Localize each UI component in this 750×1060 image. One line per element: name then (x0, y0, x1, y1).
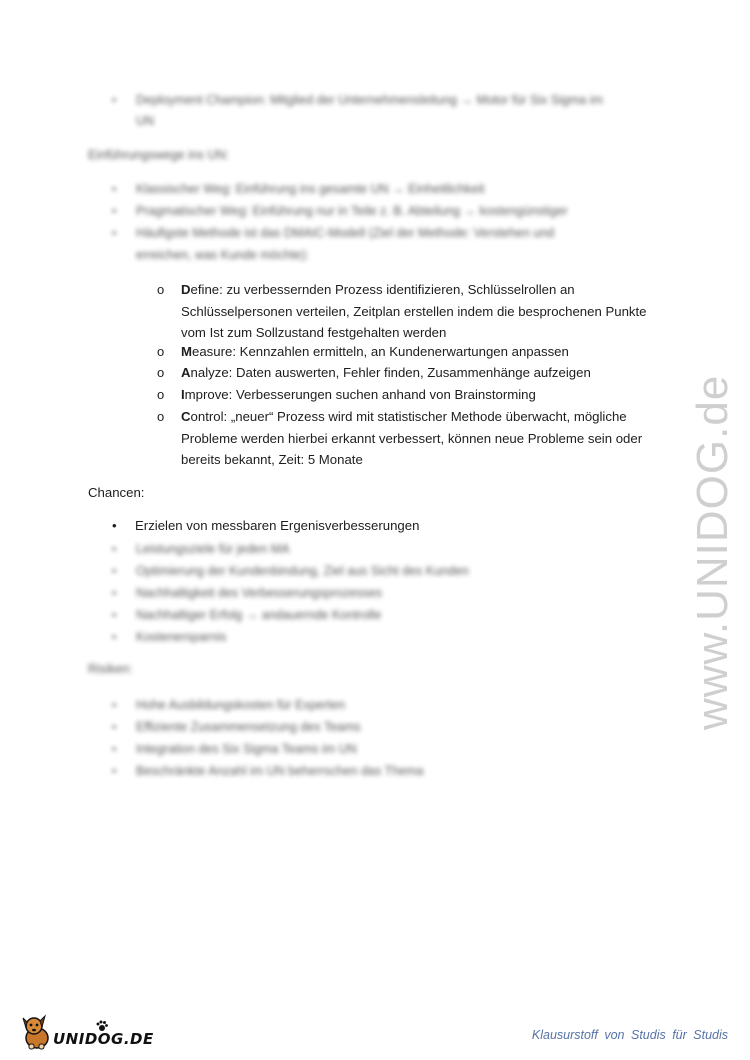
logo-text: UNIDOG.DE (53, 1030, 154, 1048)
chancen-item-text: Kostenersparnis (136, 630, 227, 644)
einfuehrung-item-text: Pragmatischer Weg: Einführung nur in Teile z. B. Abteilung → kostengünstiger (136, 204, 568, 218)
dmaic-letter: I (181, 387, 185, 402)
risiken-item-text: Integration des Six Sigma Teams im UN (136, 742, 357, 756)
watermark-text: www.UNIDOG.de (688, 374, 737, 730)
risiken-item-text: Effiziente Zusammensetzung des Teams (136, 720, 361, 734)
chancen-item-text: Optimierung der Kundenbindung, Ziel aus Sicht des Kunden (136, 564, 469, 578)
bullet: • (112, 93, 117, 107)
bullet: • (112, 564, 117, 578)
bullet: • (112, 182, 117, 196)
sub-bullet: o (157, 344, 165, 359)
bullet: • (112, 742, 117, 756)
einfuehrung-item-text: Häufigste Methode ist das DMAIC-Modell (Ziel der Methode: Verstehen und (136, 226, 555, 240)
sub-bullet: o (157, 409, 165, 424)
chancen-item-text: Erzielen von messbaren Ergenisverbesserungen (135, 518, 420, 533)
chancen-heading: Chancen: (88, 485, 145, 500)
bullet: • (112, 720, 117, 734)
dmaic-letter: D (181, 282, 191, 297)
risiken-item-text: Hohe Ausbildungskosten für Experten (136, 698, 346, 712)
dmaic-letter: C (181, 409, 191, 424)
chancen-item-text: Leistungsziele für jeden MA (136, 542, 290, 556)
dmaic-text: nalyze: Daten auswerten, Fehler finden, Zusammenhänge aufzeigen (190, 365, 591, 380)
dmaic-text: ontrol: „neuer“ Prozess wird mit statistischer Methode überwacht, mögliche Probleme werden hierbei erkannt verbessert, können neue Probleme sein oder bereits bekannt, Zeit: 5 Monate (181, 409, 643, 467)
bullet: • (112, 586, 117, 600)
bullet: • (112, 608, 117, 622)
sub-bullet: o (157, 282, 165, 297)
sub-bullet: o (157, 387, 165, 402)
chancen-item-text: Nachhaltiger Erfolg → andauernde Kontrolle (136, 608, 382, 622)
footer-tagline: Klausurstoff von Studis für Studis (531, 1028, 728, 1042)
dmaic-text: efine: zu verbessernden Prozess identifizieren, Schlüsselrollen an Schlüsselpersonen verteilen, Zeitplan erstellen indem die besprochenen Punkte vom Ist zum Sollzustand festgehalten werden (181, 282, 647, 340)
dmaic-text: mprove: Verbesserungen suchen anhand von Brainstorming (184, 387, 536, 402)
einfuehrung-item-text: erreichen, was Kunde möchte): (136, 248, 310, 262)
sub-bullet: o (157, 365, 165, 380)
bullet: • (112, 698, 117, 712)
bullet: • (112, 518, 117, 533)
bullet: • (112, 764, 117, 778)
bullet: • (112, 630, 117, 644)
bullet: • (112, 226, 117, 240)
dog-mascot-icon (20, 1014, 54, 1050)
unidog-logo (20, 1012, 160, 1052)
watermark (688, 374, 738, 1060)
bullet: • (112, 542, 117, 556)
deployment-champion-text: Deployment Champion: Mitglied der Unternehmensleitung → Motor für Six Sigma im (136, 93, 603, 107)
deployment-champion-text-2: UN (136, 114, 155, 128)
dmaic-letter: M (181, 344, 192, 359)
risiken-heading: Risiken: (88, 662, 133, 676)
chancen-item-text: Nachhaltigkeit des Verbesserungsprozesses (136, 586, 382, 600)
einfuehrung-heading: Einführungswege ins UN: (88, 148, 230, 162)
risiken-item-text: Beschränkte Anzahl im UN beherrschen das Thema (136, 764, 424, 778)
dmaic-letter: A (181, 365, 191, 380)
dmaic-text: easure: Kennzahlen ermitteln, an Kundenerwartungen anpassen (192, 344, 569, 359)
bullet: • (112, 204, 117, 218)
einfuehrung-item-text: Klassischer Weg: Einführung ins gesamte UN → Einheitlichkeit (136, 182, 485, 196)
